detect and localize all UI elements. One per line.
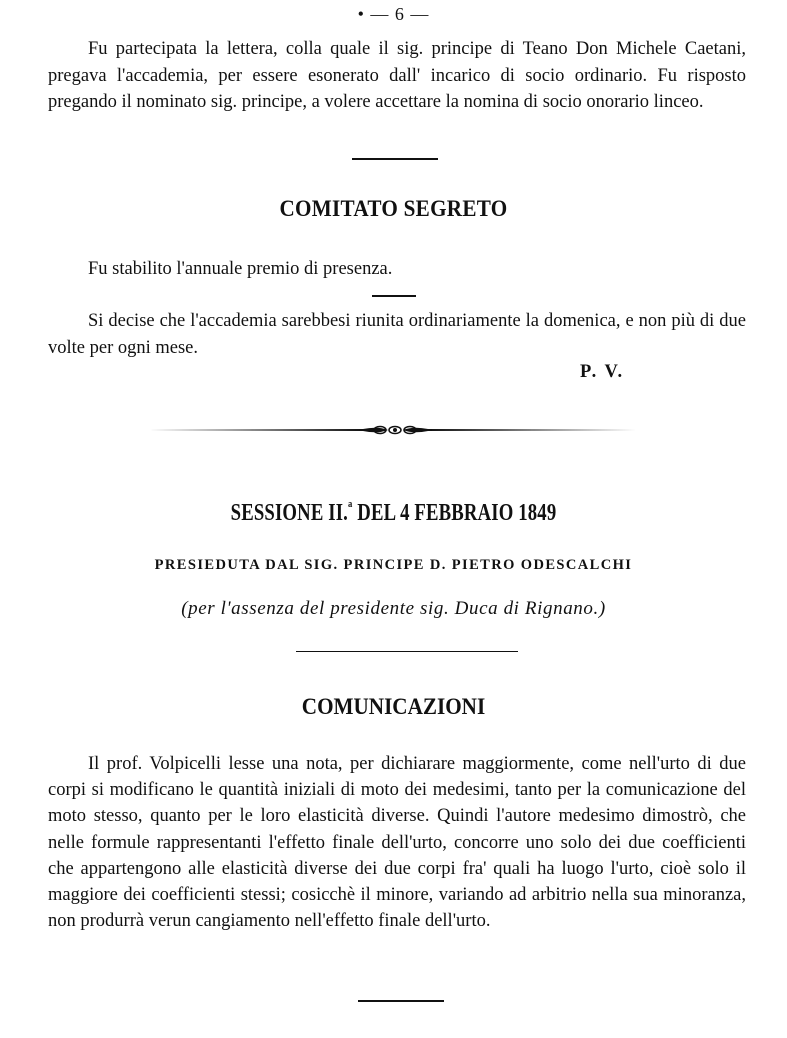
comitato-paragraph-2: Si decise che l'accademia sarebbesi riunita ordinariamente la domenica, e non più di due volte per ogni mese.	[48, 311, 746, 358]
comunicazioni-heading: COMUNICAZIONI	[301, 694, 486, 719]
comitato-paragraph-1: Fu stabilito l'annuale premio di presenza.	[88, 259, 393, 279]
comunicazioni-paragraph: Il prof. Volpicelli lesse una nota, per dichiarare maggiormente, come nell'urto di due corpi si modificano le quantità iniziali di moto dei medesimi, tanto per la comunicazione del moto stesso, quanto per le loro elasticità diverse. Quindi l'autore medesimo dimostrò, che nelle formule rappresentanti l'effetto finale dell'urto, concorre uno solo dei due coefficienti che appartengono alle elasticità diverse dei due corpi fra' quali ha luogo l'urto, cioè solo il maggiore dei coefficienti stessi; cosicchè il minore, variando ad arbitrio nella sua minoranza, non produrrà verun cangiamento nell'effetto finale dell'urto.	[48, 754, 746, 932]
session-title-date: DEL 4 FEBBRAIO 1849	[352, 500, 557, 526]
section-divider	[352, 158, 438, 160]
page-number: • — 6 —	[357, 4, 430, 24]
absence-note: (per l'assenza del presidente sig. Duca di Rignano.)	[181, 598, 606, 619]
presided-by-line: PRESIEDUTA DAL SIG. PRINCIPE D. PIETRO ODESCALCHI	[154, 557, 633, 573]
session-title-main: SESSIONE II.	[230, 500, 349, 526]
short-divider	[372, 295, 416, 297]
session-heading	[87, 500, 701, 527]
bottom-divider	[358, 1000, 444, 1002]
ornamental-divider	[148, 418, 643, 442]
intro-paragraph: Fu partecipata la lettera, colla quale il sig. principe di Teano Don Michele Caetani, pregava l'accademia, per essere esonerato dall' incarico di socio ordinario. Fu risposto pregando il nominato sig. principe, a volere accettare la nomina di socio onorario linceo.	[48, 39, 746, 112]
session-title-superscript: a	[348, 498, 353, 510]
comitato-segreto-heading: COMITATO SEGRETO	[279, 196, 508, 221]
signature-pv: P. V.	[580, 362, 625, 382]
section-divider-long	[296, 651, 518, 652]
